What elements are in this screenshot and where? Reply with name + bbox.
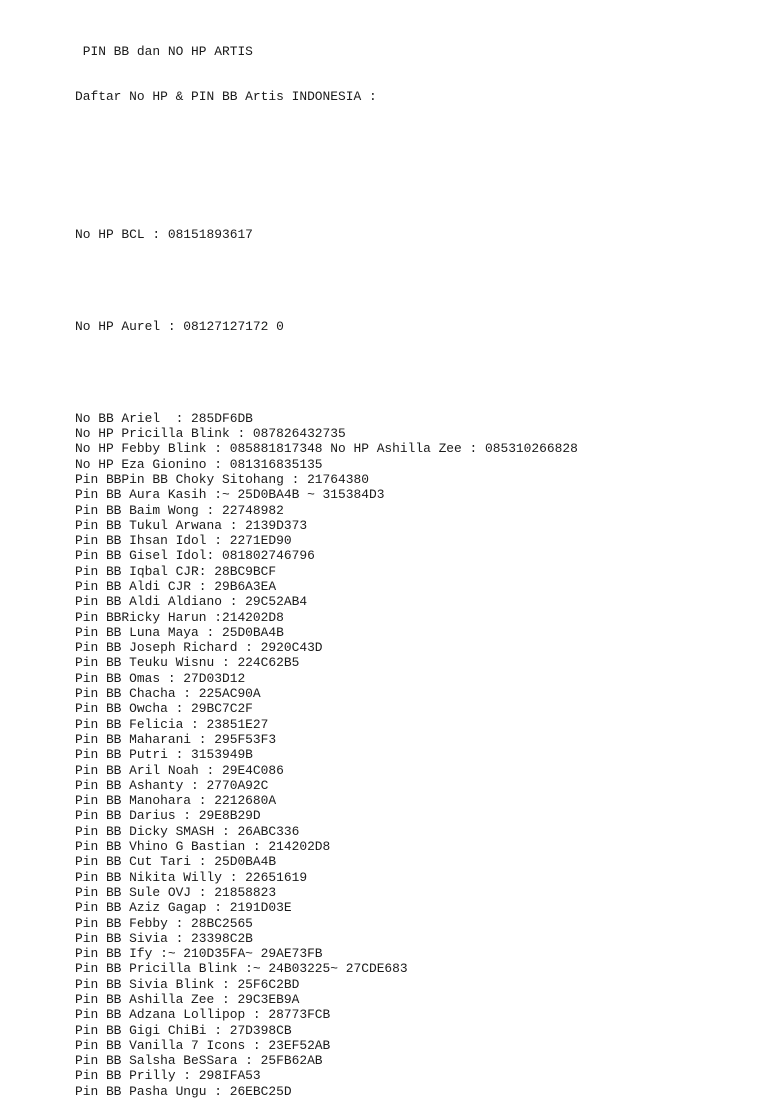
contact-entry: Pin BB Iqbal CJR: 28BC9BCF xyxy=(75,563,277,579)
contact-entry: Pin BB Maharani : 295F53F3 xyxy=(75,731,277,747)
contact-entry: Pin BB Sivia : 23398C2B xyxy=(75,930,253,946)
contact-block-3 xyxy=(75,411,755,1099)
contact-entry: Pin BB Darius : 29E8B29D xyxy=(75,808,261,824)
contact-entry: Pin BB Febby : 28BC2565 xyxy=(75,915,253,931)
contact-entry: Pin BB Omas : 27D03D12 xyxy=(75,670,246,686)
contact-entry: No HP Aurel : 08127127172 0 xyxy=(75,318,284,334)
contact-entry: Pin BB Prilly : 298IFA53 xyxy=(75,1068,261,1084)
contact-entry: Pin BBPin BB Choky Sitohang : 21764380 xyxy=(75,471,369,487)
document-title: PIN BB dan NO HP ARTIS xyxy=(75,43,253,59)
contact-entry: Pin BB Joseph Richard : 2920C43D xyxy=(75,640,323,656)
contact-entry: No HP Pricilla Blink : 087826432735 xyxy=(75,426,346,442)
contact-entry: Pin BB Baim Wong : 22748982 xyxy=(75,502,284,518)
contact-entry: No BB Ariel : 285DF6DB xyxy=(75,410,253,426)
contact-block-1 xyxy=(75,227,755,242)
blank-line xyxy=(75,135,755,150)
contact-entry: Pin BB Vhino G Bastian : 214202D8 xyxy=(75,839,331,855)
contact-entry: Pin BB Felicia : 23851E27 xyxy=(75,716,269,732)
contact-entry: Pin BB Tukul Arwana : 2139D373 xyxy=(75,517,308,533)
contact-entry: Pin BB Ashanty : 2770A92C xyxy=(75,777,269,793)
contact-entry: Pin BB Cut Tari : 25D0BA4B xyxy=(75,854,277,870)
contact-entry: No HP Eza Gionino : 081316835135 xyxy=(75,456,323,472)
contact-entry: Pin BB Owcha : 29BC7C2F xyxy=(75,701,253,717)
contact-entry: Pin BB Chacha : 225AC90A xyxy=(75,686,261,702)
contact-entry: Pin BB Gigi ChiBi : 27D398CB xyxy=(75,1022,292,1038)
contact-block-2 xyxy=(75,319,755,334)
document-body xyxy=(75,13,755,1114)
contact-entry: Pin BB Vanilla 7 Icons : 23EF52AB xyxy=(75,1037,331,1053)
blank-line xyxy=(75,273,755,288)
contact-entry: Pin BB Pricilla Blink :~ 24B03225~ 27CDE683 xyxy=(75,961,408,977)
contact-entry: Pin BB Gisel Idol: 081802746796 xyxy=(75,548,315,564)
contact-entry: No HP Febby Blink : 085881817348 No HP Ashilla Zee : 085310266828 xyxy=(75,441,578,457)
contact-entry: Pin BB Luna Maya : 25D0BA4B xyxy=(75,624,284,640)
contact-entry: Pin BB Ashilla Zee : 29C3EB9A xyxy=(75,992,300,1007)
contact-entry: Pin BB Aziz Gagap : 2191D03E xyxy=(75,900,292,916)
contact-entry: No HP BCL : 08151893617 xyxy=(75,227,253,243)
contact-entry: Pin BB Sivia Blink : 25F6C2BD xyxy=(75,976,300,992)
contact-entry: Pin BB Adzana Lollipop : 28773FCB xyxy=(75,1007,331,1023)
contact-entry: Pin BB Aldi CJR : 29B6A3EA xyxy=(75,578,277,594)
contact-entry: Pin BB Putri : 3153949B xyxy=(75,747,253,763)
blank-line xyxy=(75,365,755,380)
contact-entry: Pin BB Sule OVJ : 21858823 xyxy=(75,884,277,900)
contact-entry: Pin BBRicky Harun :214202D8 xyxy=(75,609,284,625)
contact-entry: Pin BB Pasha Ungu : 26EBC25D xyxy=(75,1083,292,1099)
contact-entry: Pin BB Aldi Aldiano : 29C52AB4 xyxy=(75,594,308,610)
contact-entry: Pin BB Ify :~ 210D35FA~ 29AE73FB xyxy=(75,946,323,962)
contact-entry: Pin BB Teuku Wisnu : 224C62B5 xyxy=(75,655,300,671)
contact-entry: Pin BB Aura Kasih :~ 25D0BA4B ~ 315384D3 xyxy=(75,487,385,503)
contact-entry: Pin BB Nikita Willy : 22651619 xyxy=(75,869,308,885)
blank-line xyxy=(75,181,755,196)
contact-entry: Pin BB Dicky SMASH : 26ABC336 xyxy=(75,823,300,839)
document-subtitle: Daftar No HP & PIN BB Artis INDONESIA : xyxy=(75,89,377,105)
contact-entry: Pin BB Salsha BeSSara : 25FB62AB xyxy=(75,1053,323,1069)
contact-entry: Pin BB Aril Noah : 29E4C086 xyxy=(75,762,284,778)
contact-entry: Pin BB Manohara : 2212680A xyxy=(75,793,277,809)
contact-entry: Pin BB Ihsan Idol : 2271ED90 xyxy=(75,533,292,549)
